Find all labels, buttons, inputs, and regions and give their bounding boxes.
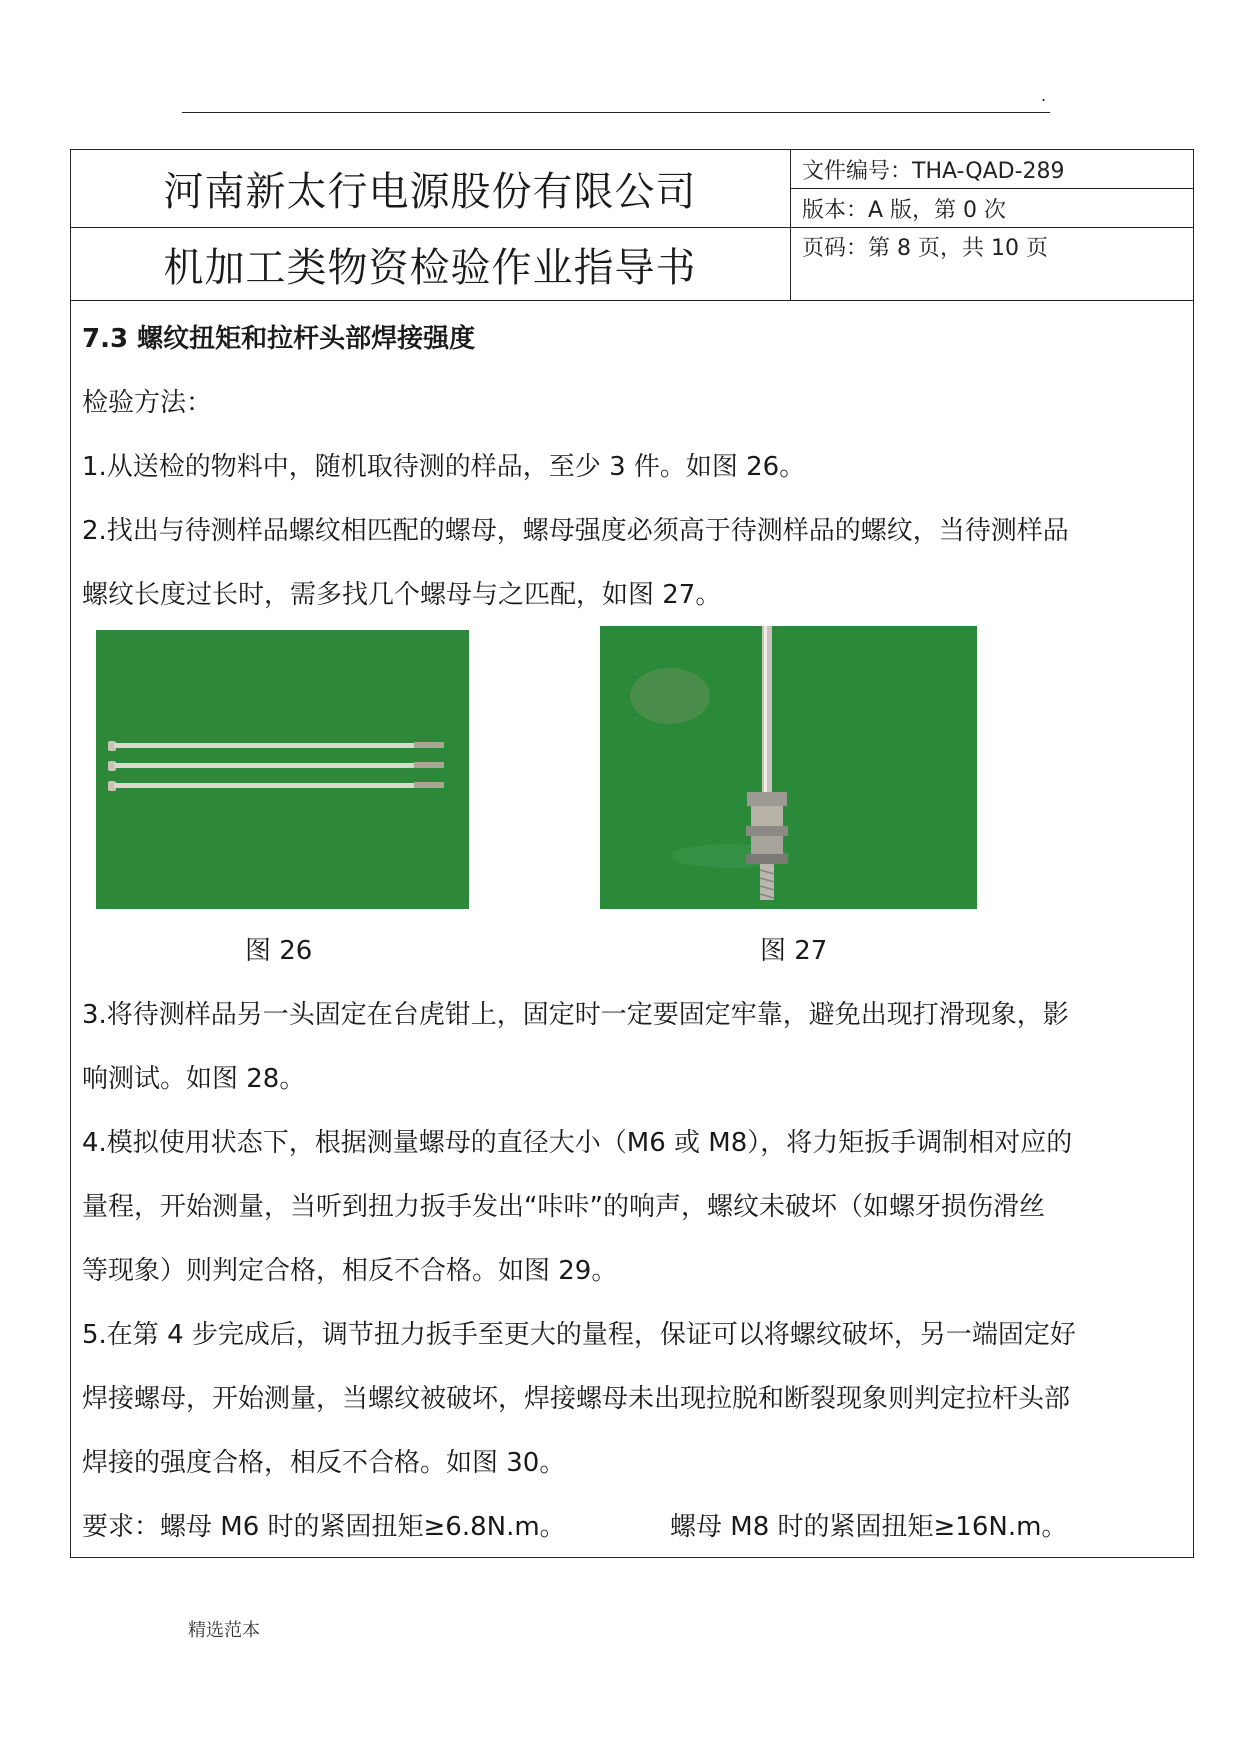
company-name: 河南新太行电源股份有限公司: [163, 168, 697, 215]
step-2-line-1: 2.找出与待测样品螺纹相匹配的螺母，螺母强度必须高于待测样品的螺纹，当待测样品: [82, 516, 1069, 546]
step-4-line-2: 量程，开始测量，当听到扭力扳手发出“咔咔”的响声，螺纹未破坏（如螺牙损伤滑丝: [82, 1192, 1045, 1222]
page-info: 页码：第 8 页，共 10 页: [802, 236, 1048, 261]
table-divider: [790, 149, 791, 300]
version: 版本：A 版，第 0 次: [802, 198, 1007, 223]
requirement-m6: 要求：螺母 M6 时的紧固扭矩≥6.8N.m。: [82, 1512, 566, 1542]
table-divider: [790, 188, 1194, 189]
header-rule: [182, 112, 1050, 113]
table-divider: [70, 300, 1194, 301]
method-label: 检验方法：: [82, 388, 213, 418]
document-title: 机加工类物资检验作业指导书: [163, 244, 697, 291]
step-5-line-3: 焊接的强度合格，相反不合格。如图 30。: [82, 1448, 566, 1478]
step-1: 1.从送检的物料中，随机取待测的样品，至少 3 件。如图 26。: [82, 452, 806, 482]
requirement-m8: 螺母 M8 时的紧固扭矩≥16N.m。: [670, 1512, 1068, 1542]
figure-27-photo: [600, 626, 977, 909]
footer-text: 精选范本: [188, 1620, 260, 1641]
section-title: 7.3 螺纹扭矩和拉杆头部焊接强度: [82, 324, 476, 354]
step-2-line-2: 螺纹长度过长时，需多找几个螺母与之匹配，如图 27。: [82, 580, 722, 610]
table-divider: [790, 227, 1194, 228]
step-3-line-1: 3.将待测样品另一头固定在台虎钳上，固定时一定要固定牢靠，避免出现打滑现象，影: [82, 1000, 1069, 1030]
header-dot: .: [1041, 86, 1047, 105]
step-4-line-1: 4.模拟使用状态下，根据测量螺母的直径大小（M6 或 M8），将力矩扳手调制相对应的: [82, 1128, 1073, 1158]
figure-27-caption: 图 27: [760, 936, 828, 966]
figure-26-photo: [96, 630, 469, 909]
figure-26-caption: 图 26: [245, 936, 313, 966]
step-4-line-3: 等现象）则判定合格，相反不合格。如图 29。: [82, 1256, 618, 1286]
step-5-line-2: 焊接螺母，开始测量，当螺纹被破坏，焊接螺母未出现拉脱和断裂现象则判定拉杆头部: [82, 1384, 1071, 1414]
rod-with-nuts-image: [600, 626, 977, 909]
step-3-line-2: 响测试。如图 28。: [82, 1064, 306, 1094]
three-rods-image: [96, 630, 469, 909]
step-5-line-1: 5.在第 4 步完成后，调节扭力扳手至更大的量程，保证可以将螺纹破坏，另一端固定好: [82, 1320, 1076, 1350]
file-number: 文件编号：THA-QAD-289: [802, 159, 1065, 184]
